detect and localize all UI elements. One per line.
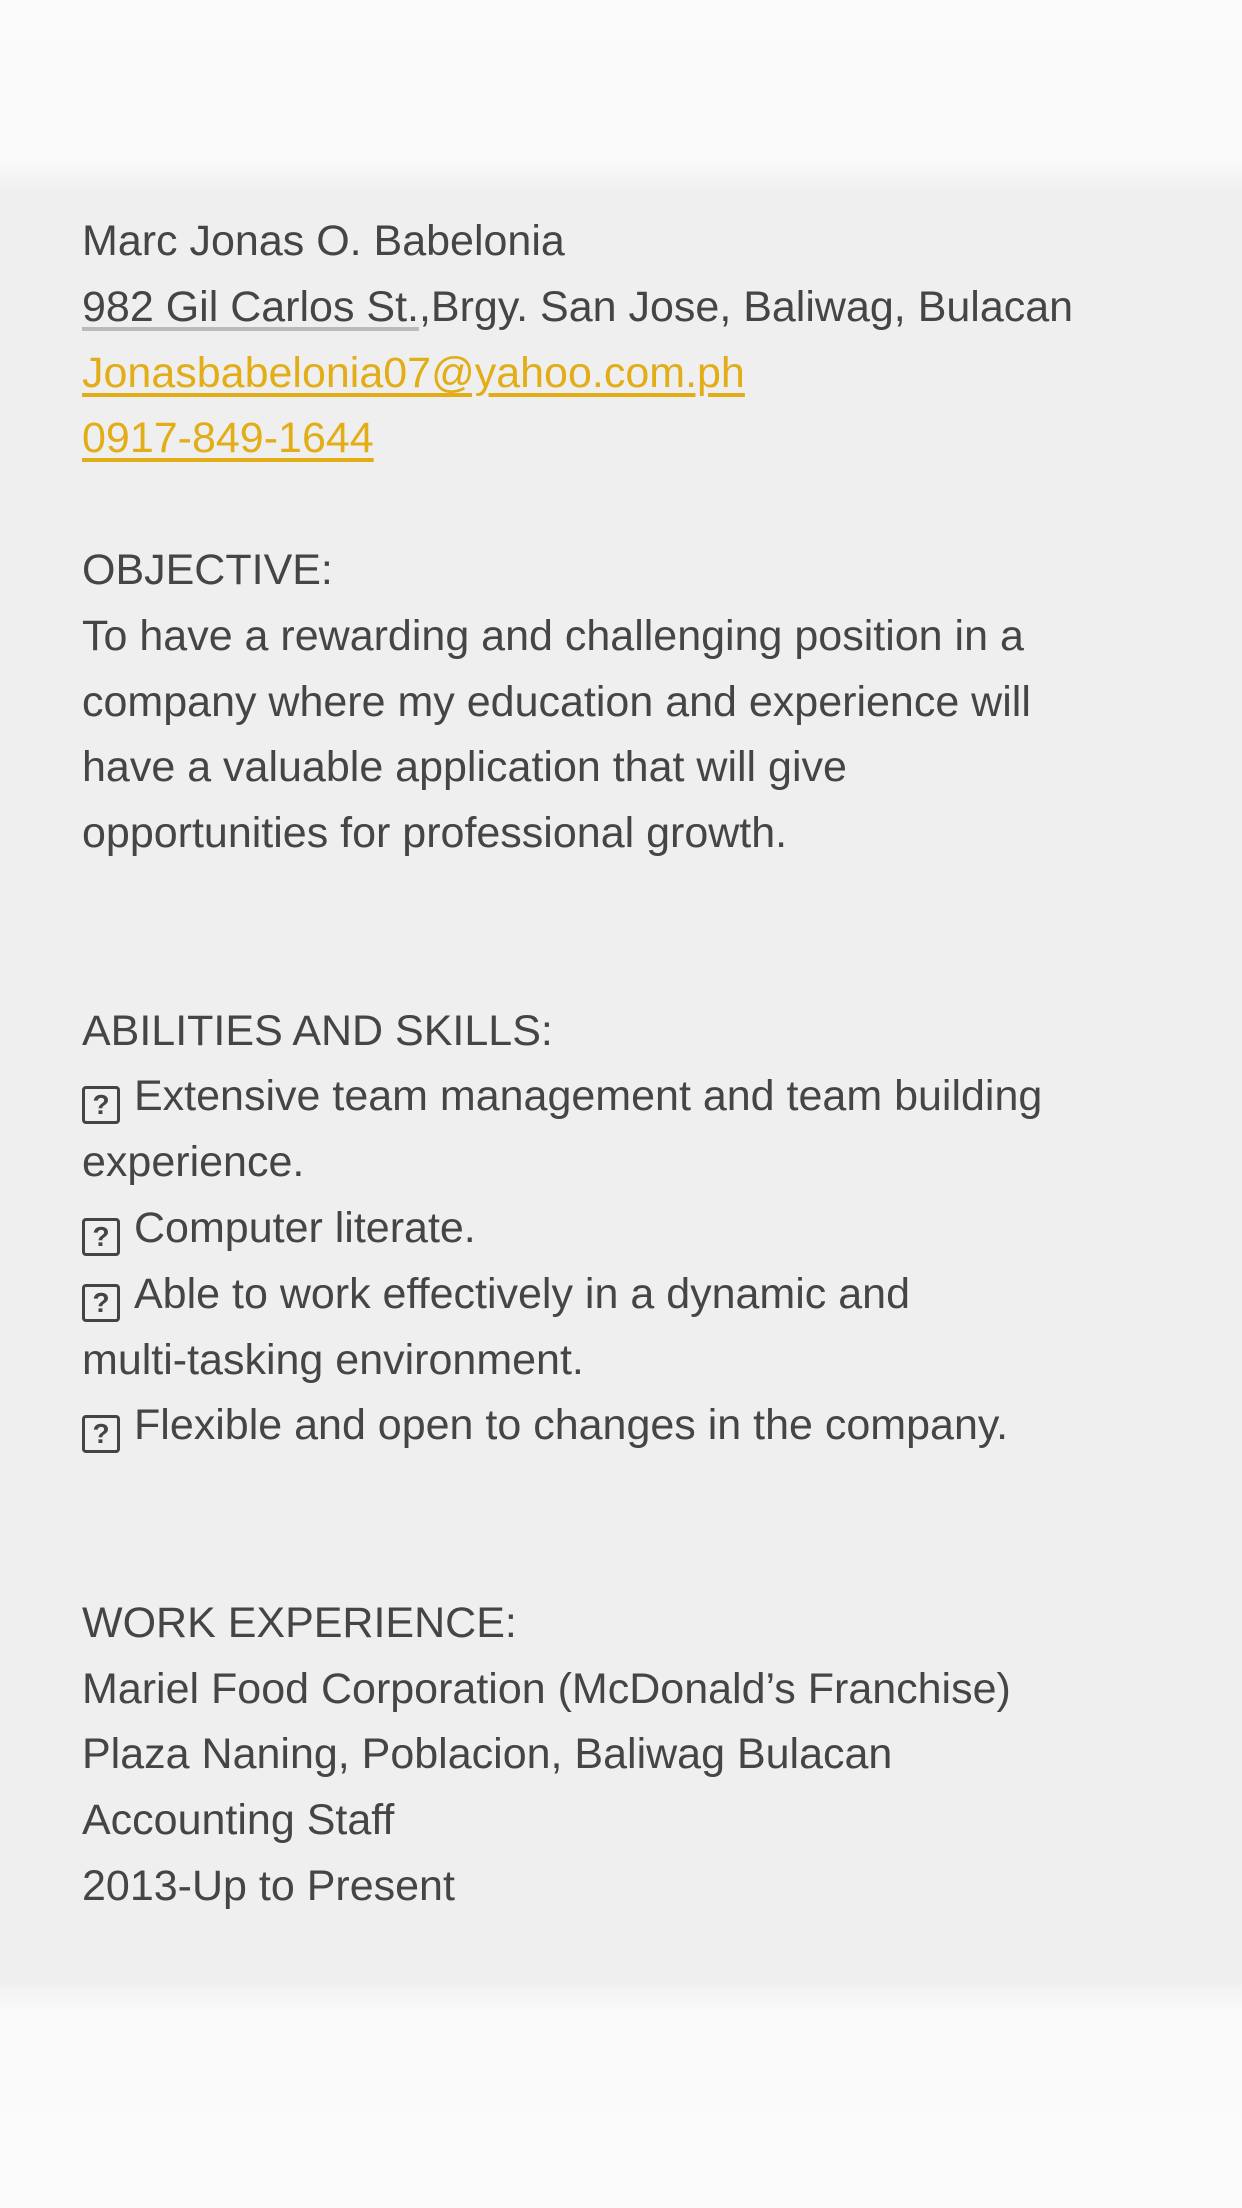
- skill-item: ? Computer literate.: [82, 1196, 1073, 1262]
- work-company: Mariel Food Corporation (McDonald’s Franchise): [82, 1664, 1011, 1713]
- paper-band-top: [0, 0, 1242, 190]
- work-location: Plaza Naning, Poblacion, Baliwag Bulacan: [82, 1730, 893, 1779]
- work-position: Accounting Staff: [82, 1796, 395, 1845]
- skill-item-continued: experience.: [82, 1138, 305, 1187]
- resume-document: [82, 209, 1073, 1920]
- skill-item: ? Extensive team management and team building: [82, 1064, 1073, 1130]
- objective-text: have a valuable application that will give: [82, 743, 847, 792]
- work-heading: WORK EXPERIENCE:: [82, 1598, 517, 1647]
- work-period: 2013-Up to Present: [82, 1861, 455, 1910]
- missing-glyph-icon: ?: [82, 1218, 120, 1256]
- skill-item-continued: multi-tasking environment.: [82, 1335, 584, 1384]
- missing-glyph-icon: ?: [82, 1086, 120, 1124]
- objective-text: To have a rewarding and challenging position in a: [82, 611, 1024, 660]
- address: [82, 275, 1073, 341]
- phone-link[interactable]: 0917-849-1644: [82, 414, 374, 463]
- address-street-link[interactable]: 982 Gil Carlos St.: [82, 282, 419, 331]
- applicant-name: Marc Jonas O. Babelonia: [82, 217, 565, 265]
- paper-band-bottom: [0, 1985, 1242, 2208]
- skills-heading: ABILITIES AND SKILLS:: [82, 1006, 553, 1055]
- missing-glyph-icon: ?: [82, 1415, 120, 1453]
- skill-item: ? Flexible and open to changes in the company.: [82, 1393, 1073, 1459]
- objective-text: opportunities for professional growth.: [82, 809, 788, 858]
- missing-glyph-icon: ?: [82, 1284, 120, 1322]
- email-link[interactable]: Jonasbabelonia07@yahoo.com.ph: [82, 348, 745, 397]
- objective-text: company where my education and experience will: [82, 677, 1031, 726]
- objective-heading: OBJECTIVE:: [82, 545, 333, 594]
- skill-item: ? Able to work effectively in a dynamic and: [82, 1262, 1073, 1328]
- address-rest: ,Brgy. San Jose, Baliwag, Bulacan: [418, 282, 1074, 331]
